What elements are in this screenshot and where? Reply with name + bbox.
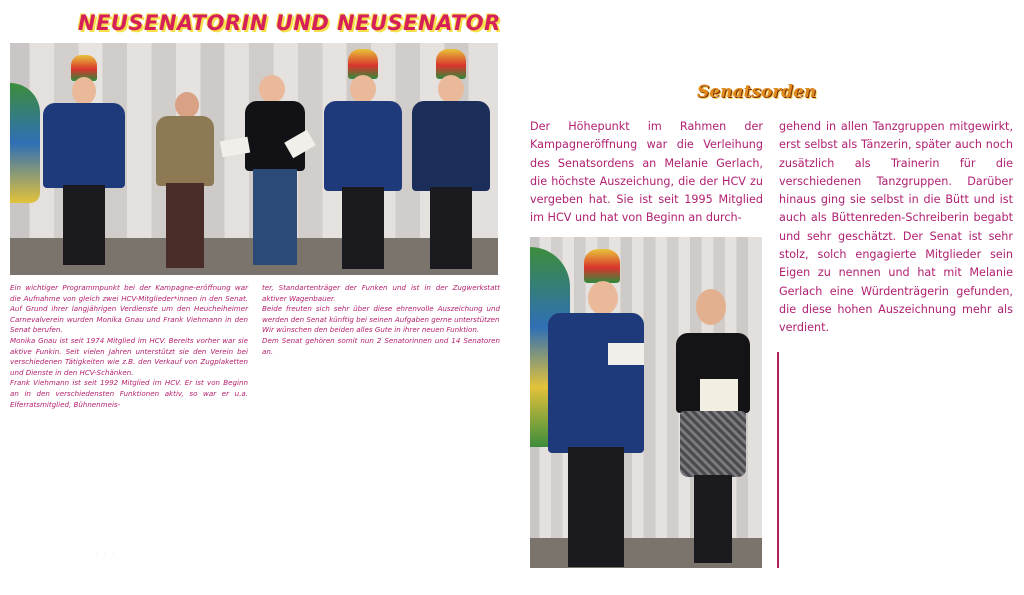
caption-paragraph: Frank Viehmann ist seit 1992 Mitglied im HCV. Er ist von Beginn an in den verschiedensten Funktionen aktiv, so war er u.a. Elferratsmitglied, Bühnenmeis- <box>10 378 248 409</box>
faded-mark: · · · <box>95 548 116 563</box>
award-photo <box>530 237 762 568</box>
column-divider <box>777 352 779 568</box>
caption-paragraph: Monika Gnau ist seit 1974 Mitglied im HCV. Bereits vorher war sie aktive Funkin. Seit vielen Jahren unterstützt sie den Verein bei verschiedenen Tätigkeiten wie z.B. den Verkauf von Zugplaketten und Dienste in den HCV-Schänken. <box>10 335 248 377</box>
right-headline: Senatsorden <box>697 82 817 102</box>
caption-paragraph: Wir wünschen den beiden alles Gute in ihrer neuen Funktion. <box>262 325 480 335</box>
caption-column-2 <box>262 283 500 357</box>
caption-paragraph: Dem Senat gehören somit nun 2 Senatorinnen und 14 Senatoren an. <box>262 335 500 356</box>
left-headline: NEUSENATORIN UND NEUSENATOR <box>78 11 501 35</box>
body-column-1: Der Höhepunkt im Rahmen der Kampagneröffnung war die Verleihung des Senatsordens an Melanie Gerlach, die höchste Auszeichung, die der HCV zu vergeben hat. Sie ist seit 1995 Mitglied im HCV und hat von Beginn an durch- <box>530 120 763 225</box>
senators-group-photo <box>10 43 498 275</box>
caption-paragraph: ter, Standartenträger der Funken und ist in der Zugwerkstatt aktiver Wagenbauer. <box>262 283 500 303</box>
caption-paragraph: Ein wichtiger Programmpunkt bei der Kampagne-eröffnung war die Aufnahme von gleich zwei HCV-Mitglieder*innen in den Senat. Auf Grund ihrer langjährigen Verdienste um den Heucheiheimer Carnevalverein wurden Monika Gnau und Frank Viehmann in den Senat berufen. <box>10 283 248 335</box>
body-column-2: gehend in allen Tanzgruppen mitgewirkt, erst selbst als Tänzerin, später auch noch zusätzlich als Trainerin für die verschiedenen Tanzgruppen. Darüber hinaus ging sie selbst in die Bütt und ist auch als Büttenreden-Schreiberin begabt und sehr geschätzt. Der Senat ist sehr stolz, solch engagierte Mitglieder sein Eigen zu nennen und hat mit Melanie Gerlach eine Würdenträgerin gefunden, die diese hohen Auszeichnung mehr als verdient. <box>779 120 1013 335</box>
caption-paragraph: Beide freuten sich sehr über diese ehrenvolle Auszeichung und werden den Senat künftig bei seinen Aufgaben gerne unterstützen <box>262 304 500 324</box>
caption-column-1 <box>10 283 248 410</box>
